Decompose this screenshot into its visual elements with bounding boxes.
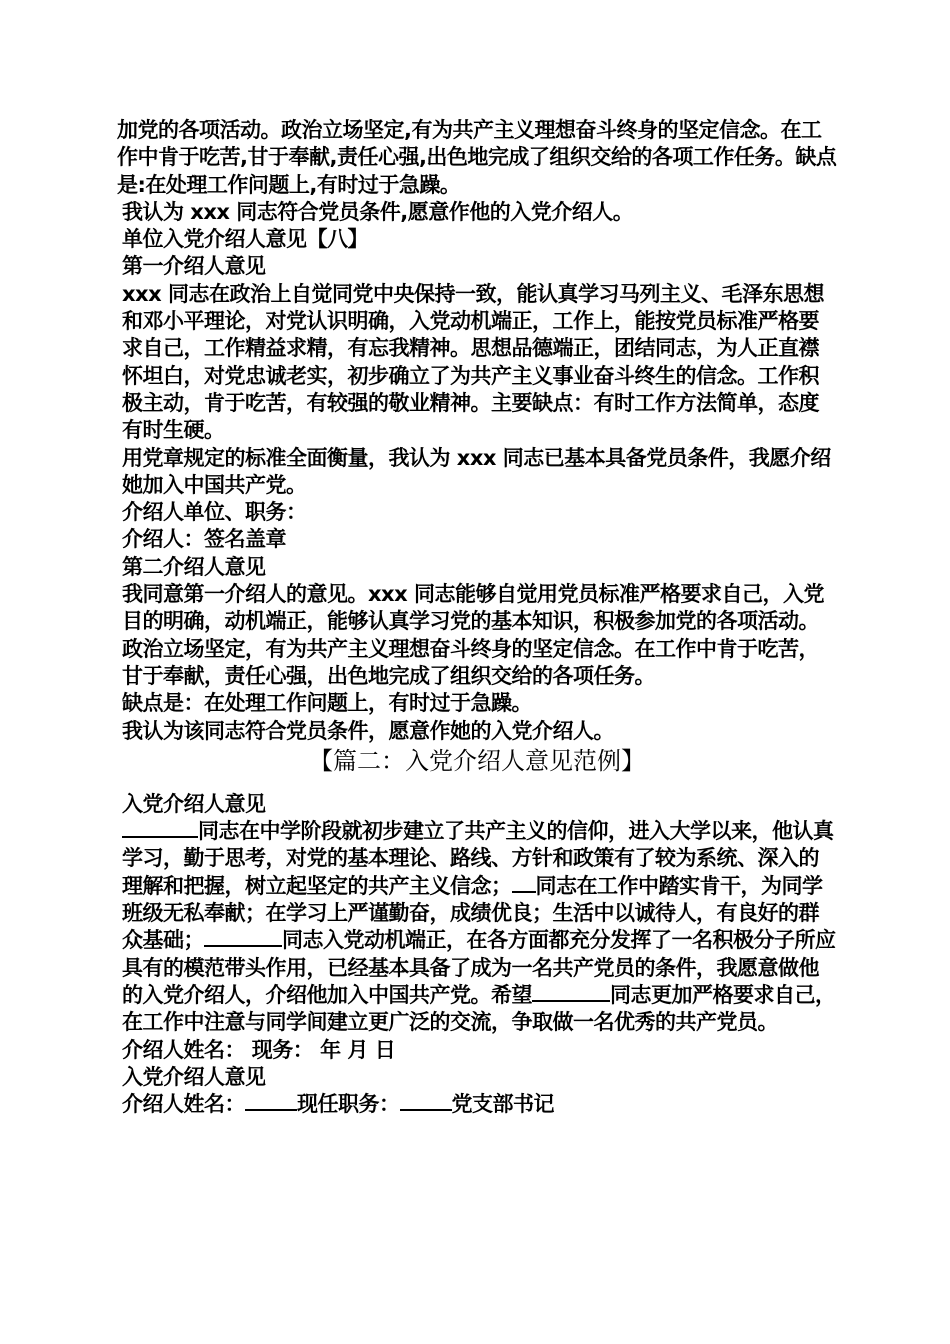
section2-body [117, 818, 837, 1036]
introducer-signature-line: 介绍人：签名盖章 [122, 527, 286, 552]
section2-title-2: 入党介绍人意见 [122, 1064, 266, 1089]
name-blank [532, 982, 610, 1002]
section-heading: 【篇二：入党介绍人意见范例】 [309, 746, 645, 775]
name-blank [204, 927, 282, 947]
section2-body-part-4: 同志更加严格要求自己，在工作中注意与同学间建立更广泛的交流，争取做一名优秀的共产党员。 [122, 982, 836, 1035]
current-position-blank [400, 1091, 452, 1111]
paragraph-continuation: 加党的各项活动。政治立场坚定,有为共产主义理想奋斗终身的坚定信念。在工作中肯于吃苦,甘于奉献,责任心强,出色地完成了组织交给的各项工作任务。缺点是:在处理工作问题上,有时过于急躁。 [117, 118, 837, 197]
first-introducer-opinion: xxx 同志在政治上自觉同党中央保持一致，能认真学习马列主义、毛泽东思想和邓小平理论，对党认识明确，入党动机端正，工作上，能按党员标准严格要求自己，工作精益求精，有忘我精神。思想品德端正，团结同志，为人正直襟怀坦白，对党忠诚老实，初步确立了为共产主义事业奋斗终生的信念。工作积极主动，肯于吃苦，有较强的敬业精神。主要缺点：有时工作方法简单，态度有时生硬。 [122, 281, 824, 443]
section2-last-line [117, 1091, 837, 1118]
document-page [117, 117, 837, 1118]
second-introducer-opinion: 我同意第一介绍人的意见。xxx 同志能够自觉用党员标准严格要求自己，入党目的明确，动机端正，能够认真学习党的基本知识，积极参加党的各项活动。政治立场坚定，有为共产主义理想奋斗终身的坚定信念。在工作中肯于吃苦，甘于奉献，责任心强，出色地完成了组织交给的各项任务。 [122, 582, 824, 688]
first-introducer-title: 第一介绍人意见 [122, 254, 266, 279]
second-introducer-title: 第二介绍人意见 [122, 554, 266, 579]
party-secretary-text: 党支部书记 [451, 1092, 554, 1117]
current-position-label: 现任职务： [297, 1092, 400, 1117]
introducer-name-blank [245, 1091, 297, 1111]
section2-body-part-3: 同志入党动机端正，在各方面都充分发挥了一名积极分子所应具有的模范带头作用，已经基本具备了成为一名共产党员的条件，我愿意做他的入党介绍人，介绍他加入中国共产党。希望 [122, 928, 836, 1007]
introducer-name-label: 介绍人姓名： [122, 1092, 245, 1117]
introducer-unit-line: 介绍人单位、职务： [122, 500, 307, 525]
second-introducer-conclusion: 我认为该同志符合党员条件，愿意作她的入党介绍人。 [122, 718, 614, 743]
section-title-eight: 单位入党介绍人意见【八】 [122, 227, 368, 252]
name-blank [122, 818, 198, 838]
name-blank [512, 873, 536, 893]
section2-title: 入党介绍人意见 [122, 791, 266, 816]
paragraph-recommendation: 我认为 xxx 同志符合党员条件,愿意作他的入党介绍人。 [122, 199, 634, 224]
second-introducer-shortcoming: 缺点是：在处理工作问题上，有时过于急躁。 [122, 691, 532, 716]
section2-signature-line: 介绍人姓名： 现务： 年 月 日 [122, 1037, 396, 1062]
section2-body-part-2: 同志在工作中踏实肯干，为同学班级无私奉献；在学习上严谨勤奋，成绩优良；生活中以诚待人，有良好的群众基础； [122, 873, 823, 953]
first-introducer-conclusion: 用党章规定的标准全面衡量，我认为 xxx 同志已基本具备党员条件，我愿介绍她加入中国共产党。 [122, 445, 831, 497]
section2-body-part-1: 同志在中学阶段就初步建立了共产主义的信仰，进入大学以来，他认真学习，勤于思考，对党的基本理论、路线、方针和政策有了较为系统、深入的理解和把握，树立起坚定的共产主义信念； [122, 819, 834, 898]
